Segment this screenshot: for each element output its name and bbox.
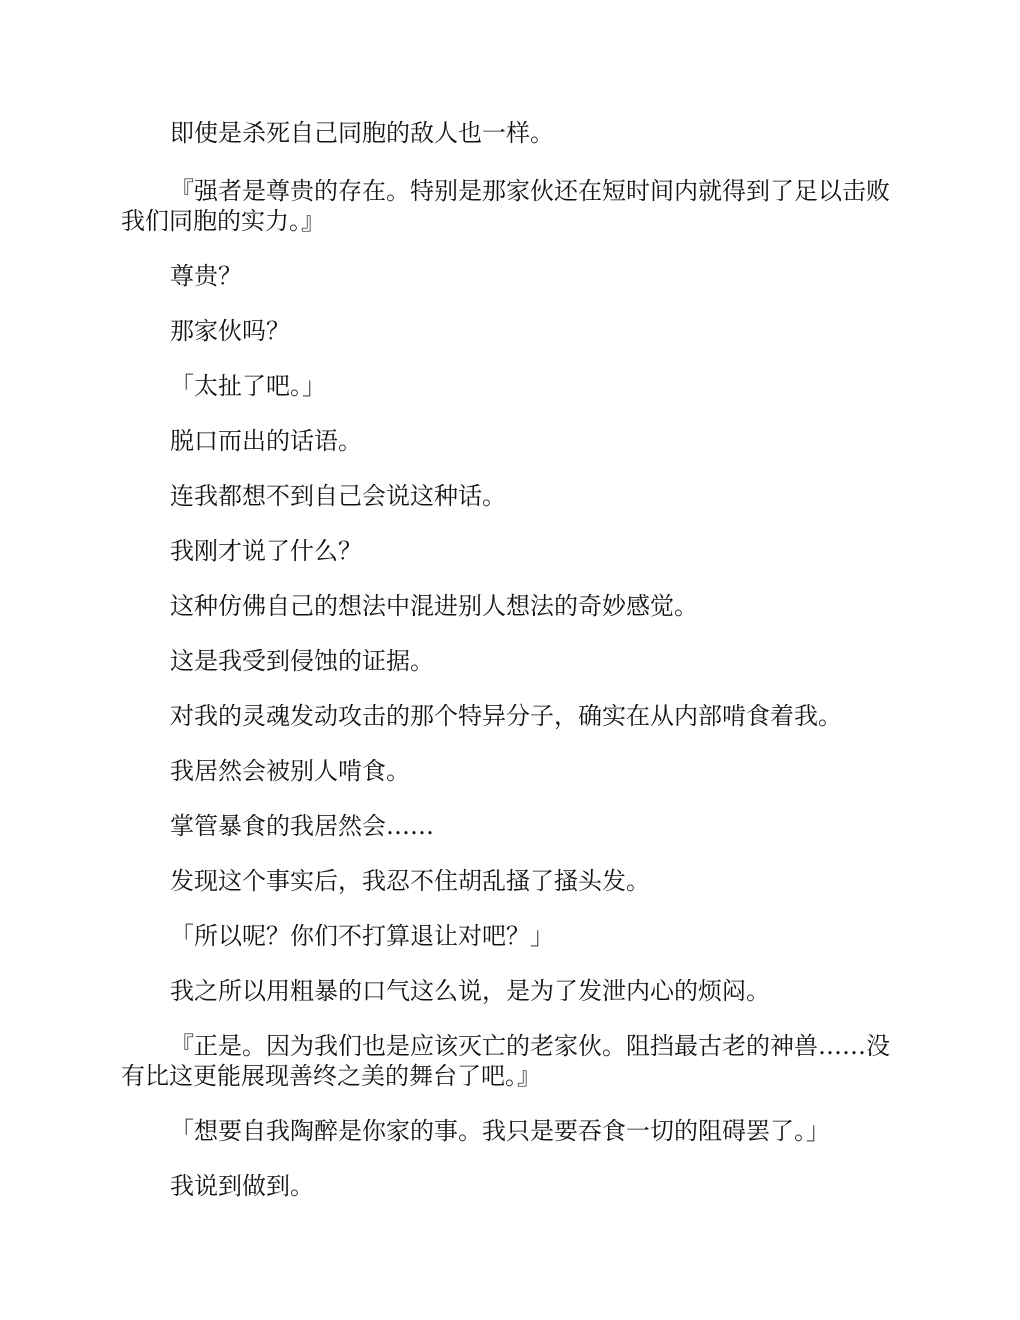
paragraph: 我说到做到。	[170, 1172, 314, 1200]
paragraph: 「想要自我陶醉是你家的事。我只是要吞食一切的阻碍罢了。」	[170, 1117, 830, 1145]
paragraph: 我刚才说了什么？	[170, 537, 362, 565]
paragraph: 对我的灵魂发动攻击的那个特异分子，确实在从内部啃食着我。	[170, 702, 842, 730]
paragraph: 连我都想不到自己会说这种话。	[170, 482, 506, 510]
paragraph: 即使是杀死自己同胞的敌人也一样。	[170, 119, 554, 147]
paragraph: 这是我受到侵蚀的证据。	[170, 647, 434, 675]
paragraph: 「所以呢？你们不打算退让对吧？」	[170, 922, 554, 950]
paragraph: 尊贵？	[170, 262, 242, 290]
paragraph: 『强者是尊贵的存在。特别是那家伙还在短时间内就得到了足以击败我们同胞的实力。』	[121, 177, 890, 235]
paragraph: 我居然会被别人啃食。	[170, 757, 410, 785]
paragraph: 发现这个事实后，我忍不住胡乱搔了搔头发。	[170, 867, 650, 895]
paragraph: 「太扯了吧。」	[170, 372, 326, 400]
document-page	[121, 0, 901, 1320]
paragraph: 我之所以用粗暴的口气这么说，是为了发泄内心的烦闷。	[170, 977, 770, 1005]
paragraph: 脱口而出的话语。	[170, 427, 362, 455]
paragraph: 掌管暴食的我居然会……	[170, 812, 434, 840]
paragraph: 『正是。因为我们也是应该灭亡的老家伙。阻挡最古老的神兽……没有比这更能展现善终之美的舞台了吧。』	[121, 1032, 890, 1090]
paragraph: 这种仿佛自己的想法中混进别人想法的奇妙感觉。	[170, 592, 698, 620]
paragraph: 那家伙吗？	[170, 317, 290, 345]
